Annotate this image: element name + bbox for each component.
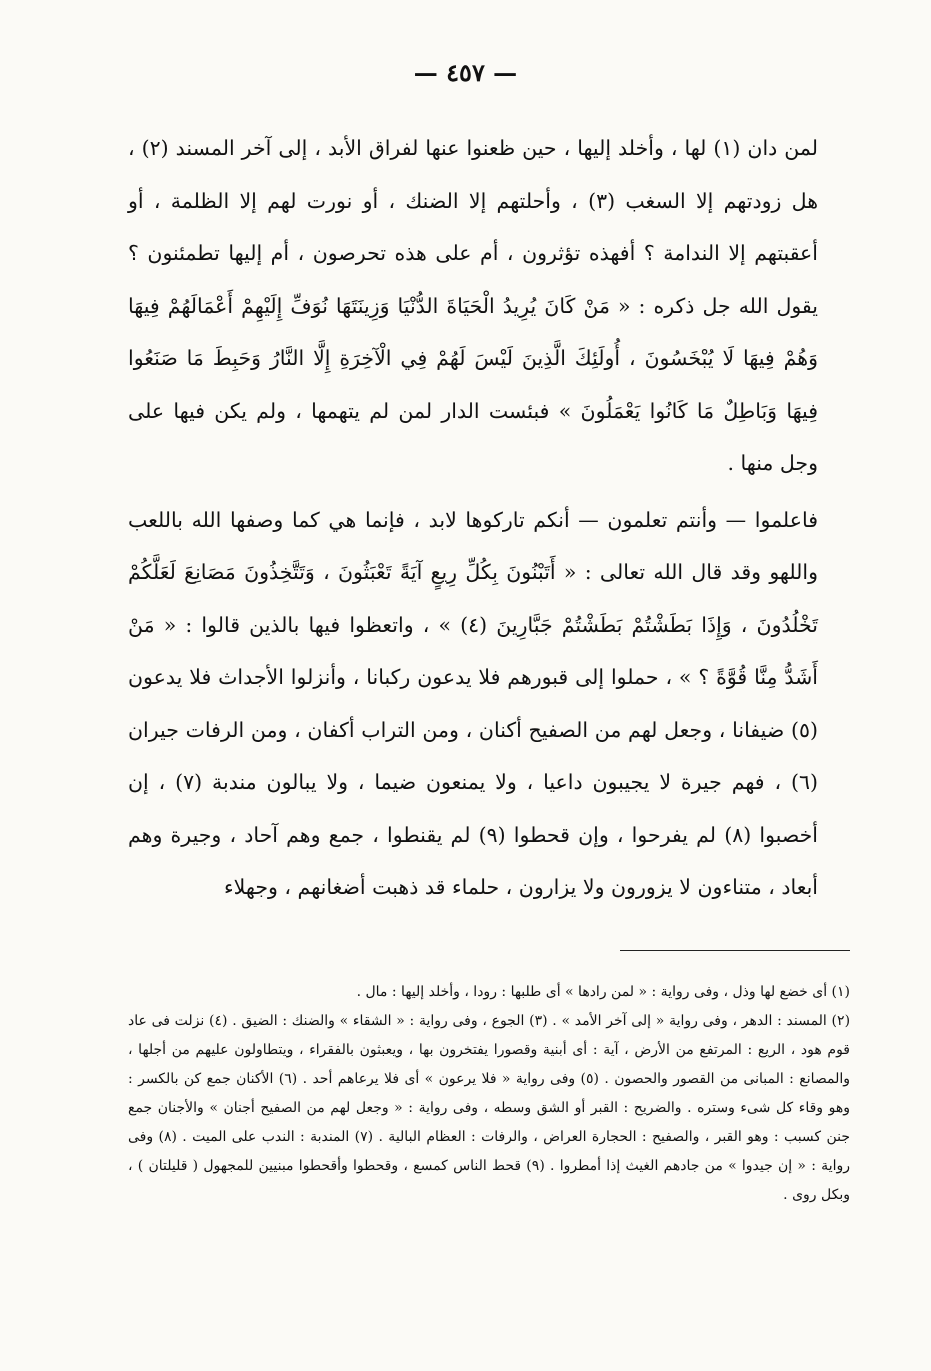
paragraph-1: لمن دان (١) لها ، وأخلد إليها ، حين ظعنوا عنها لفراق الأبد ، إلى آخر المسند (٢) ، هل زودتهم إلا السغب (٣) ، وأحلتهم إلا الضنك ، أو نورت لهم إلا الظلمة ، أو أعقبتهم إلا الندامة ؟ أفهذه تؤثرون ، أم على هذه تحرصون ، أم إليها تطمئنون ؟ يقول الله جل ذكره : « مَنْ كَانَ يُرِيدُ الْحَيَاةَ الدُّنْيَا وَزِينَتَهَا نُوَفِّ إِلَيْهِمْ أَعْمَالَهُمْ فِيهَا وَهُمْ فِيهَا لَا يُبْخَسُونَ ، أُولَئِكَ الَّذِينَ لَيْسَ لَهُمْ فِي الْآخِرَةِ إِلَّا النَّارُ وَحَبِطَ مَا صَنَعُوا فِيهَا وَبَاطِلٌ مَا كَانُوا يَعْمَلُونَ » فبئست الدار لمن لم يتهمها ، ولم يكن فيها على وجل منها .: [128, 136, 819, 475]
footnote-1: (١) أى خضع لها وذل ، وفى رواية : « لمن رادها » أى طلبها : رودا ، وأخلد إليها : مال .: [356, 984, 850, 1000]
footnote-separator: [620, 950, 850, 951]
footnote-2-to-9: (٢) المسند : الدهر ، وفى رواية « إلى آخر الأمد » . (٣) الجوع ، وفى رواية : « الشقاء » والضنك : الضيق . (٤) نزلت فى عاد قوم هود ، الريع : المرتفع من الأرض ، آية : أى أبنية وقصورا يفتخرون بها ، ويعبثون بالفقراء ، ويتطاولون عليهم من أجلها ، والمصانع : المبانى من القصور والحصون . (٥) وفى رواية « فلا يرعون » أى فلا يرعاهم أحد . (٦) الأكنان جمع كن بالكسر : وهو وقاء كل شىء وستره . والضريح : القبر أو الشق وسطه ، وفى رواية : « وجعل لهم من الصفيح أجنان » والأجنان جمع جنن كسبب : وهو القبر ، والصفيح : الحجارة العراض ، والرفات : العظام البالية . (٧) المندبة : الندب على الميت . (٨) وفى رواية : « إن جيدوا » من جادهم الغيث إذا أمطروا . (٩) قحط الناس كمسع ، وقحطوا وأقحطوا مبنيين للمجهول ( قليلتان ) ، وبكل روى .: [128, 1013, 851, 1203]
paragraph-2: فاعلموا — وأنتم تعلمون — أنكم تاركوها لابد ، فإنما هي كما وصفها الله باللعب واللهو وقد قال الله تعالى : « أَتَبْنُونَ بِكُلِّ رِيعٍ آيَةً تَعْبَثُونَ ، وَتَتَّخِذُونَ مَصَانِعَ لَعَلَّكُمْ تَخْلُدُونَ ، وَإِذَا بَطَشْتُمْ بَطَشْتُمْ جَبَّارِينَ (٤) » ، واتعظوا فيها بالذين قالوا : « مَنْ أَشَدُّ مِنَّا قُوَّةً ؟ » ، حملوا إلى قبورهم فلا يدعون ركبانا ، وأنزلوا الأجداث فلا يدعون (٥) ضيفانا ، وجعل لهم من الصفيح أكنان ، ومن التراب أكفان ، ومن الرفات جيران (٦) ، فهم جيرة لا يجيبون داعيا ، ولا يمنعون ضيما ، ولا يبالون مندبة (٧) ، إن أخصبوا (٨) لم يفرحوا ، وإن قحطوا (٩) لم يقنطوا ، جمع وهم آحاد ، وجيرة وهم أبعاد ، متناءون لا يزورون ولا يزارون ، حلماء قد ذهبت أضغانهم ، وجهلاء: [128, 507, 819, 899]
main-text: [128, 122, 818, 914]
page-number: — ٤٥٧ —: [413, 58, 518, 87]
footnotes: [128, 978, 850, 1210]
